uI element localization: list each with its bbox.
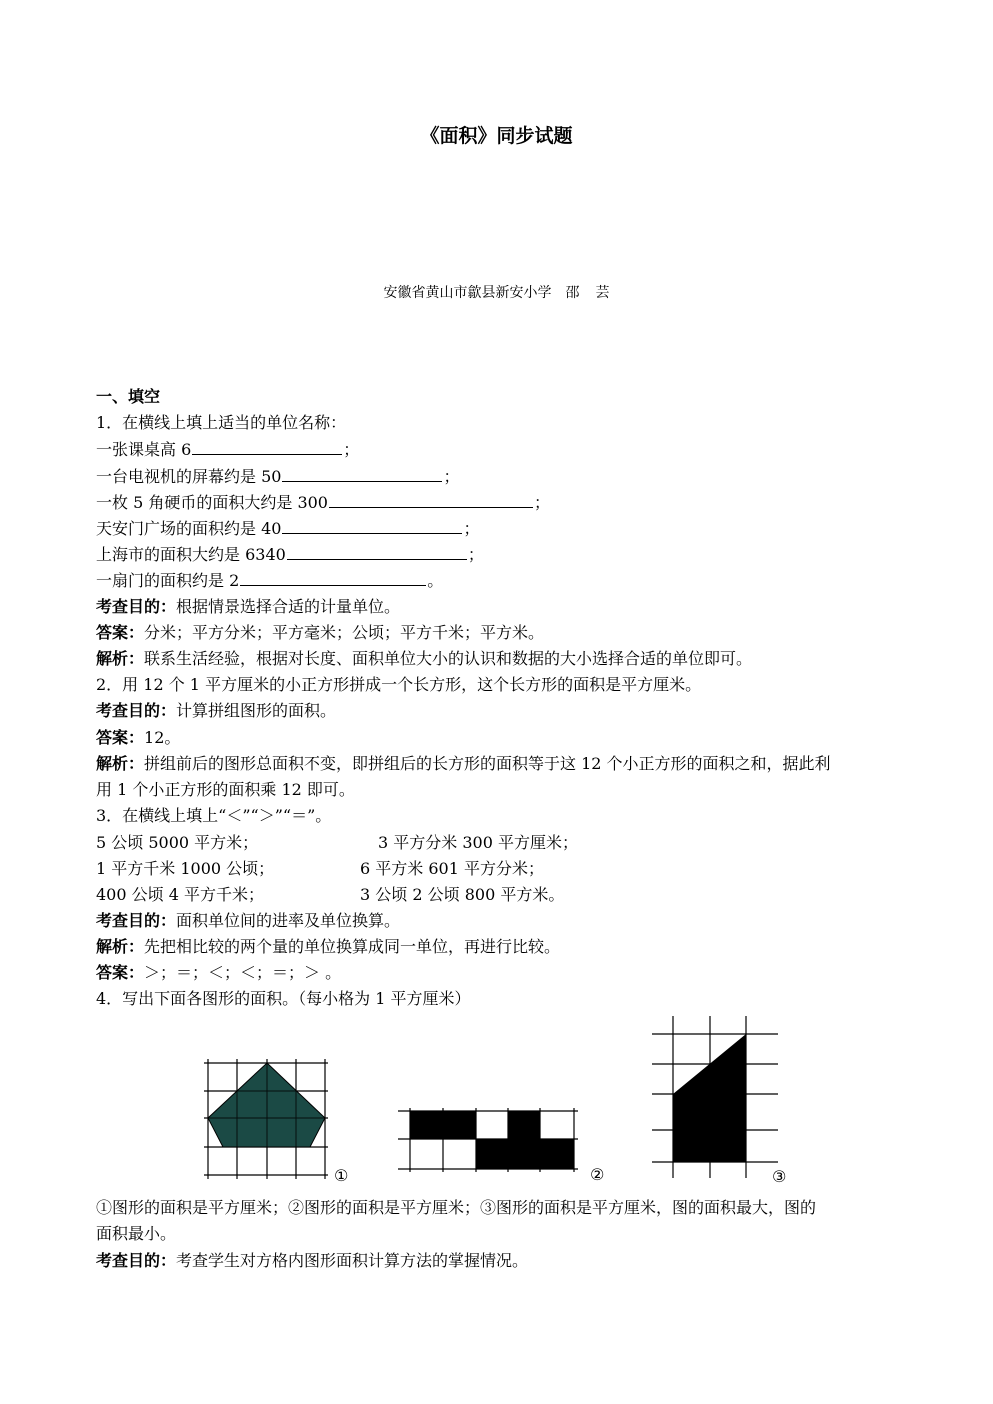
q1-answer (96, 622, 544, 644)
q3-answer (96, 962, 341, 984)
q3-item-5: 400 公顷 4 平方千米； (96, 885, 264, 904)
answer-text: 12。 (144, 728, 181, 747)
q1-line-5-end: ； (467, 545, 484, 564)
q1-line-3 (96, 492, 550, 514)
q2-analysis-cont: 用 1 个小正方形的面积乘 12 即可。 (96, 780, 355, 799)
q1-line-2-end: ； (443, 467, 460, 486)
q3-item-1: 5 公顷 5000 平方米； (96, 833, 259, 852)
q1-line-1 (96, 439, 359, 461)
analysis-label: 解析： (96, 649, 145, 668)
purpose-text: 面积单位间的进率及单位换算。 (176, 911, 401, 930)
q1-line-3-end: ； (533, 493, 550, 512)
purpose-text: 计算拼组图形的面积。 (176, 701, 337, 720)
author-name-1: 邵 (565, 285, 580, 301)
figure-2-shape-mid (508, 1111, 540, 1139)
figure-1-grid (200, 1055, 360, 1185)
analysis-text: 拼组前后的图形总面积不变，即拼组后的长方形的面积等于这 12 个小正方形的面积之和，据此利 (144, 754, 831, 773)
analysis-label: 解析： (96, 937, 145, 956)
answer-label: 答案： (96, 963, 145, 982)
q3-item-2: 3 平方分米 300 平方厘米； (378, 833, 578, 852)
q3-purpose (96, 910, 400, 932)
q2-analysis (96, 753, 831, 775)
purpose-text: 根据情景选择合适的计量单位。 (176, 597, 401, 616)
q1-line-3-text: 一枚 5 角硬币的面积大约是 300 (96, 493, 328, 512)
purpose-label: 考查目的： (96, 597, 177, 616)
q1-analysis (96, 648, 752, 670)
answer-blank[interactable] (287, 545, 467, 560)
figure-2-shape-bottom (476, 1139, 574, 1169)
q3-item-6: 3 公顷 2 公顷 800 平方米。 (360, 885, 565, 904)
author-line (0, 282, 993, 302)
answer-label: 答案： (96, 728, 145, 747)
q1-purpose (96, 596, 400, 618)
answer-blank[interactable] (240, 571, 426, 586)
purpose-label: 考查目的： (96, 701, 177, 720)
q1-line-5 (96, 544, 484, 566)
section-heading: 一、填空 (96, 387, 161, 406)
purpose-text: 考查学生对方格内图形面积计算方法的掌握情况。 (176, 1251, 529, 1270)
purpose-label: 考查目的： (96, 911, 177, 930)
q3-analysis (96, 936, 560, 958)
figure-2-label: ② (590, 1165, 605, 1184)
q2-purpose (96, 700, 336, 722)
q1-line-6-end: 。 (427, 571, 444, 590)
q1-line-2-text: 一台电视机的屏幕约是 50 (96, 467, 282, 486)
q4-prompt: 4．写出下面各图形的面积。（每小格为 1 平方厘米） (96, 989, 471, 1008)
figure-3-grid (650, 1012, 800, 1192)
q1-line-4 (96, 518, 479, 540)
analysis-text: 先把相比较的两个量的单位换算成同一单位，再进行比较。 (144, 937, 561, 956)
page-title: 《面积》同步试题 (420, 125, 573, 147)
answer-blank[interactable] (329, 493, 533, 508)
author-name-2: 芸 (595, 285, 610, 301)
q1-line-2 (96, 466, 459, 488)
answer-blank[interactable] (282, 467, 442, 482)
author-school: 安徽省黄山市歙县新安小学 (383, 285, 552, 301)
q3-item-4: 6 平方米 601 平方分米； (360, 859, 544, 878)
q2-prompt: 2．用 12 个 1 平方厘米的小正方形拼成一个长方形，这个长方形的面积是平方厘米。 (96, 675, 702, 694)
q4-result-cont: 面积最小。 (96, 1224, 177, 1243)
analysis-text: 联系生活经验，根据对长度、面积单位大小的认识和数据的大小选择合适的单位即可。 (144, 649, 753, 668)
answer-blank[interactable] (282, 519, 462, 534)
purpose-label: 考查目的： (96, 1251, 177, 1270)
q3-prompt: 3．在横线上填上“＜”“＞”“＝”。 (96, 806, 332, 825)
answer-label: 答案： (96, 623, 145, 642)
q4-purpose (96, 1250, 528, 1272)
figure-1-label: ① (334, 1166, 349, 1185)
q1-line-6-text: 一扇门的面积约是 2 (96, 571, 240, 590)
q1-line-4-text: 天安门广场的面积约是 40 (96, 519, 282, 538)
answer-blank[interactable] (192, 440, 342, 455)
analysis-label: 解析： (96, 754, 145, 773)
q2-answer (96, 727, 180, 749)
q3-item-3: 1 平方千米 1000 公顷； (96, 859, 275, 878)
answer-text: 分米；平方分米；平方毫米；公顷；平方千米；平方米。 (144, 623, 545, 642)
q1-line-4-end: ； (463, 519, 480, 538)
q1-line-1-text: 一张课桌高 6 (96, 440, 192, 459)
answer-text: ＞；＝；＜；＜；＝；＞ 。 (144, 963, 342, 982)
figure-3-label: ③ (772, 1167, 787, 1186)
figure-2-grid (396, 1108, 616, 1188)
q1-prompt: 1．在横线上填上适当的单位名称： (96, 413, 347, 432)
q4-result: ①图形的面积是平方厘米；②图形的面积是平方厘米；③图形的面积是平方厘米，图的面积最大，图的 (96, 1198, 817, 1217)
q1-line-5-text: 上海市的面积大约是 6340 (96, 545, 286, 564)
q1-line-1-end: ； (343, 440, 360, 459)
q1-line-6 (96, 570, 443, 592)
